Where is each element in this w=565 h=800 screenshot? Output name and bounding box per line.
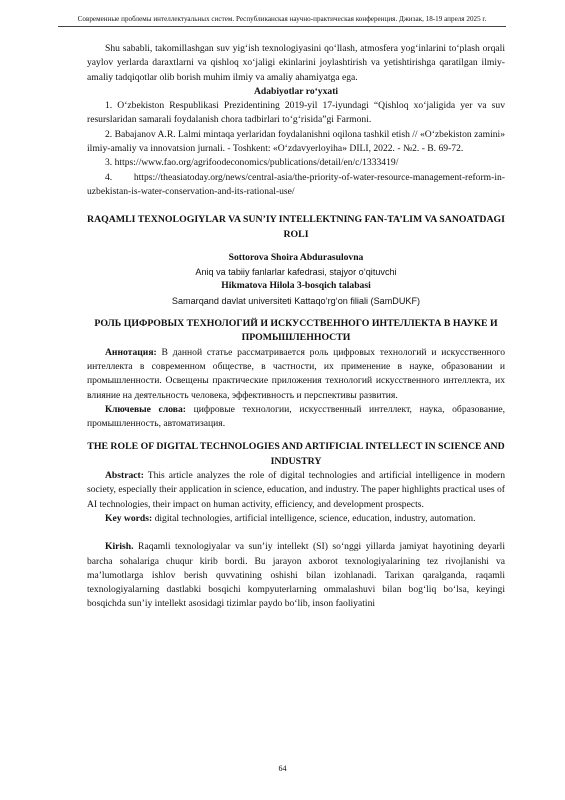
author-1-affiliation: Aniq va tabiiy fanlarlar kafedrasi, stajyor o‘qituvchi — [195, 267, 397, 278]
keywords-ru-paragraph — [87, 403, 505, 432]
intro-paragraph: Shu sababli, takomillashgan suv yig‘ish texnologiyasini qo‘llash, atmosfera yog‘inlarini to‘plash orqali yaylov yerlarda daraxtlarni va qishloq xo‘jaligi ekinlarini joylashtirish va yetishtirishga qaratilgan ilmiy-amaliy tadqiqotlar olib borish muhim ilmiy va amaliy ahamiyatga ega. — [87, 43, 505, 83]
introduction-label: Kirish. — [105, 541, 134, 553]
abstract-paragraph — [87, 469, 505, 512]
introduction-paragraph — [87, 540, 505, 611]
keywords-en-label: Key words: — [105, 512, 153, 524]
annotation-paragraph — [87, 346, 505, 403]
article-title-en: THE ROLE OF DIGITAL TECHNOLOGIES AND ARTIFICIAL INTELLECT IN SCIENCE AND INDUSTRY — [87, 441, 505, 467]
running-header: Современные проблемы интеллектуальных систем. Республиканская научно-практическая конференция. Джизак, 18-19 апреля 2025 г. — [58, 14, 506, 27]
keywords-ru-text: цифровые технологии, искусственный интеллект, наука, образование, промышленность, автоматизация. — [87, 403, 505, 430]
reference-item-2: 2. Babajanov A.R. Lalmi mintaqa yerlaridan foydalanishni oqilona tashkil etish // «O‘zbekiston zamini» ilmiy-amaliy va innovatsion jurnali. - Toshkent: «O‘zdavyerloyiha» DILI, 2022. - №2. - B. 69-72. — [87, 128, 505, 155]
introduction-text: Raqamli texnologiyalar va sun’iy intellekt (SI) so‘nggi yillarda jamiyat hayotining deyarli barcha sohalariga chuqur kirib bordi. Bu jarayon axborot texnologiyalarining tez rivojlanishi va ma’lumotlarga ishlov berish quvvatining oshishi bilan izohlanadi. Tarixan qaralganda, raqamli texnologiyalarning dastlabki bosqichi kompyuterlarning ommalashuvi bilan bog‘liq bo‘lsa, keyingi bosqichda sun’iy intellekt asosidagi tizimlar paydo bo‘lib, inson faoliyatini — [87, 541, 505, 610]
keywords-ru-label: Ключевые слова: — [105, 403, 186, 415]
annotation-text: В данной статье рассматривается роль цифровых технологий и искусственного интеллекта в современном обществе, в частности, их применение в науке, образовании и промышленности. Освещены практические приложения технологий искусственного интеллекта, их влияние на деятельность человека, эффективность и перспективы развития. — [87, 346, 505, 401]
abstract-label: Abstract: — [105, 470, 144, 482]
author-1-name: Sottorova Shoira Abdurasulovna — [228, 251, 364, 263]
reference-item-4: 4. https://theasiatoday.org/news/central-asia/the-priority-of-water-resource-management-reform-in-uzbekistan-is-water-conservation-and-its-rational-use/ — [87, 171, 505, 197]
article-title-uz: RAQAMLI TEXNOLOGIYLAR VA SUN’IY INTELLEKTNING FAN-TA’LIM VA SANOATDAGI ROLI — [87, 214, 505, 240]
author-2-affiliation: Samarqand davlat universiteti Kattaqo‘rg‘on filiali (SamDUKF) — [171, 295, 421, 306]
annotation-label: Аннотация: — [105, 346, 157, 358]
page-content — [87, 42, 505, 612]
abstract-text: This article analyzes the role of digital technologies and artificial intelligence in modern society, especially their application in science, education, and industry. The paper highlights practical uses of AI technologies, their impact on human activity, efficiency, and development prospects. — [87, 470, 505, 510]
reference-item-3: 3. https://www.fao.org/agrifoodeconomics/publications/detail/en/c/1333419/ — [105, 157, 399, 169]
keywords-en-text: digital technologies, artificial intelligence, science, education, industry, automation. — [152, 512, 476, 524]
reference-item-1: 1. O‘zbekiston Respublikasi Prezidentining 2019-yil 17-iyundagi “Qishloq xo‘jaligida yer va suv resurslaridan samarali foydalanish chora tadbirlari to‘g‘risida”gi Farmoni. — [87, 100, 505, 126]
author-2-name: Hikmatova Hilola 3-bosqich talabasi — [221, 280, 371, 292]
keywords-en-paragraph — [87, 512, 505, 526]
references-title: Adabiyotlar ro‘yxati — [253, 85, 339, 97]
page-number: 64 — [278, 764, 287, 773]
article-title-ru: РОЛЬ ЦИФРОВЫХ ТЕХНОЛОГИЙ И ИСКУССТВЕННОГО ИНТЕЛЛЕКТА В НАУКЕ И ПРОМЫШЛЕННОСТИ — [94, 318, 498, 344]
